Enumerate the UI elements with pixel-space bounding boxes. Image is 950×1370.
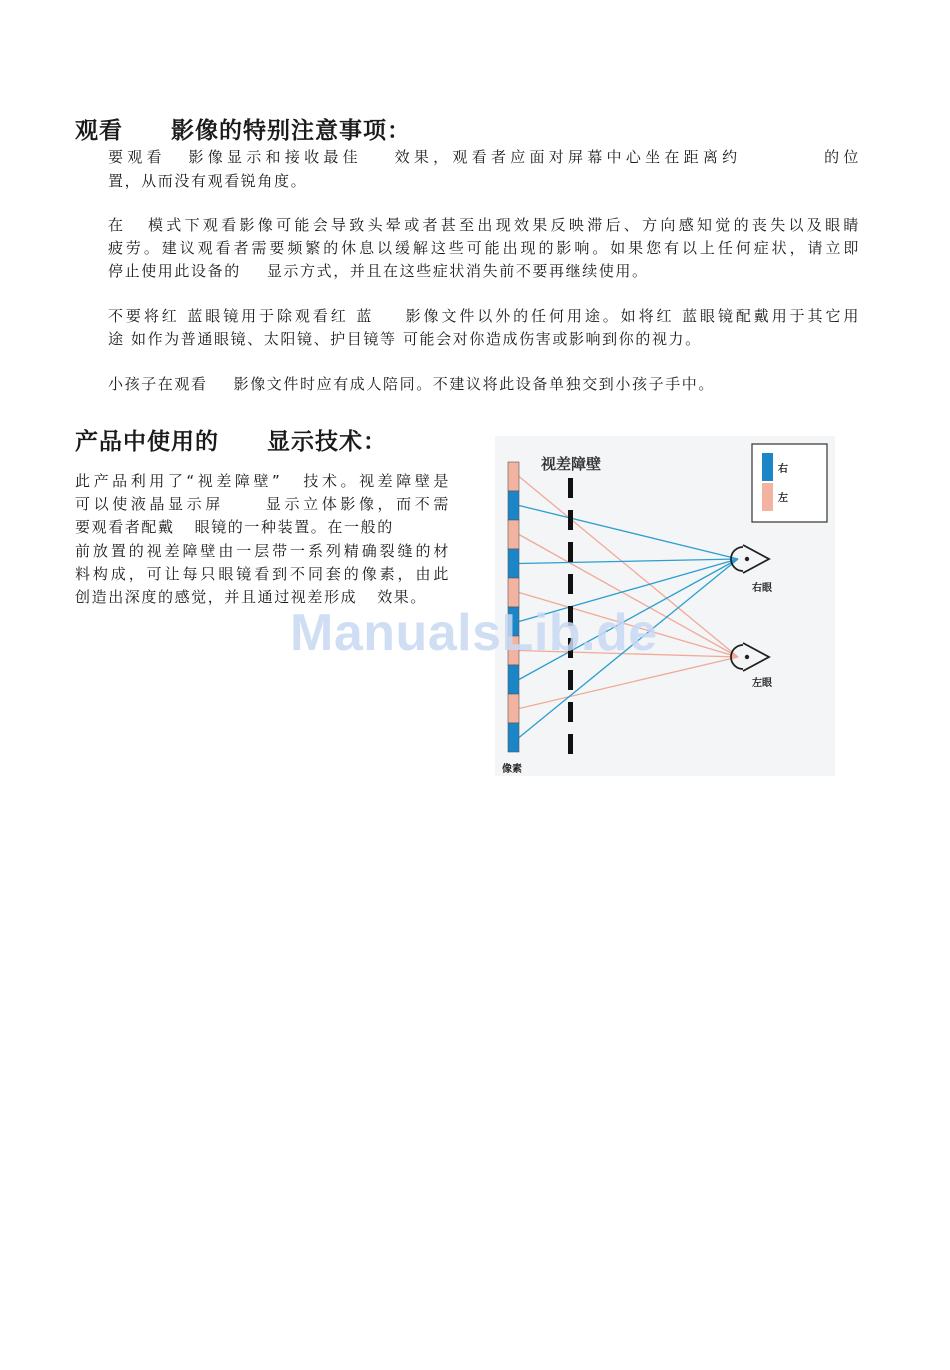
section2-line-5: 料构成，可让每只眼镜看到不同套的像素，由此 [75, 565, 450, 583]
left-eye-label: 左眼 [752, 678, 772, 689]
barrier-segment [568, 542, 573, 562]
paragraph-4-line-1: 小孩子在观看 影像文件时应有成人陪同。不建议将此设备单独交到小孩子手中。 [108, 375, 716, 393]
pixel-left [508, 520, 519, 549]
barrier-label: 视差障壁 [541, 455, 602, 473]
pixel-right [508, 491, 519, 520]
section1-heading-part-a: 观看 [75, 118, 123, 144]
pixels-label: 像素 [502, 764, 522, 775]
pixel-right [508, 723, 519, 752]
right-eye-label: 右眼 [752, 583, 772, 594]
legend-right-label: 右 [778, 464, 788, 475]
section2-heading-part-a: 产品中使用的 [75, 429, 219, 455]
barrier-segment [568, 478, 573, 498]
section2-line-2: 可以使液晶显示屏 显示立体影像，而不需 [75, 495, 450, 513]
section2-line-4: 前放置的视差障壁由一层带一系列精确裂缝的材 [75, 542, 450, 560]
section2-line-3: 要观看者配戴 眼镜的一种装置。在一般的 [75, 518, 394, 536]
section2-line-1: 此产品利用了“视差障壁” 技术。视差障壁是 [75, 472, 450, 490]
section2-heading [75, 423, 387, 456]
section2-line-6: 创造出深度的感觉，并且通过视差形成 效果。 [75, 588, 428, 606]
pixel-right [508, 665, 519, 694]
section1-heading [75, 112, 411, 145]
barrier-segment [568, 734, 573, 754]
pixel-right [508, 549, 519, 578]
paragraph-2-line-2: 疲劳。建议观看者需要频繁的休息以缓解这些可能出现的影响。如果您有以上任何症状，请立即 [108, 239, 860, 257]
paragraph-1-line-2: 置，从而没有观看锐角度。 [108, 172, 308, 190]
pixel-left [508, 462, 519, 491]
legend-pink-swatch [762, 483, 773, 511]
paragraph-3-line-1: 不要将红 蓝眼镜用于除观看红 蓝 影像文件以外的任何用途。如将红 蓝眼镜配戴用于其它用 [108, 307, 860, 325]
paragraph-1-line-1: 要观看 影像显示和接收最佳 效果，观看者应面对屏幕中心坐在距离约 的位 [108, 148, 860, 166]
watermark: ManualsLib.de [290, 604, 658, 662]
legend-left-label: 左 [778, 493, 788, 504]
barrier-segment [568, 574, 573, 594]
legend-blue-swatch [762, 453, 773, 481]
paragraph-2-line-1: 在 模式下观看影像可能会导致头晕或者甚至出现效果反映滞后、方向感知觉的丧失以及眼睛 [108, 216, 861, 234]
barrier-segment [568, 702, 573, 722]
barrier-segment [568, 510, 573, 530]
section2-heading-part-b: 显示技术： [267, 429, 387, 455]
paragraph-2-line-3: 停止使用此设备的 显示方式，并且在这些症状消失前不要再继续使用。 [108, 262, 649, 280]
paragraph-3-line-2: 途 如作为普通眼镜、太阳镜、护目镜等 可能会对你造成伤害或影响到你的视力。 [108, 330, 702, 348]
barrier-segment [568, 670, 573, 690]
section1-heading-part-b: 影像的特别注意事项： [171, 118, 411, 144]
pixel-left [508, 694, 519, 723]
